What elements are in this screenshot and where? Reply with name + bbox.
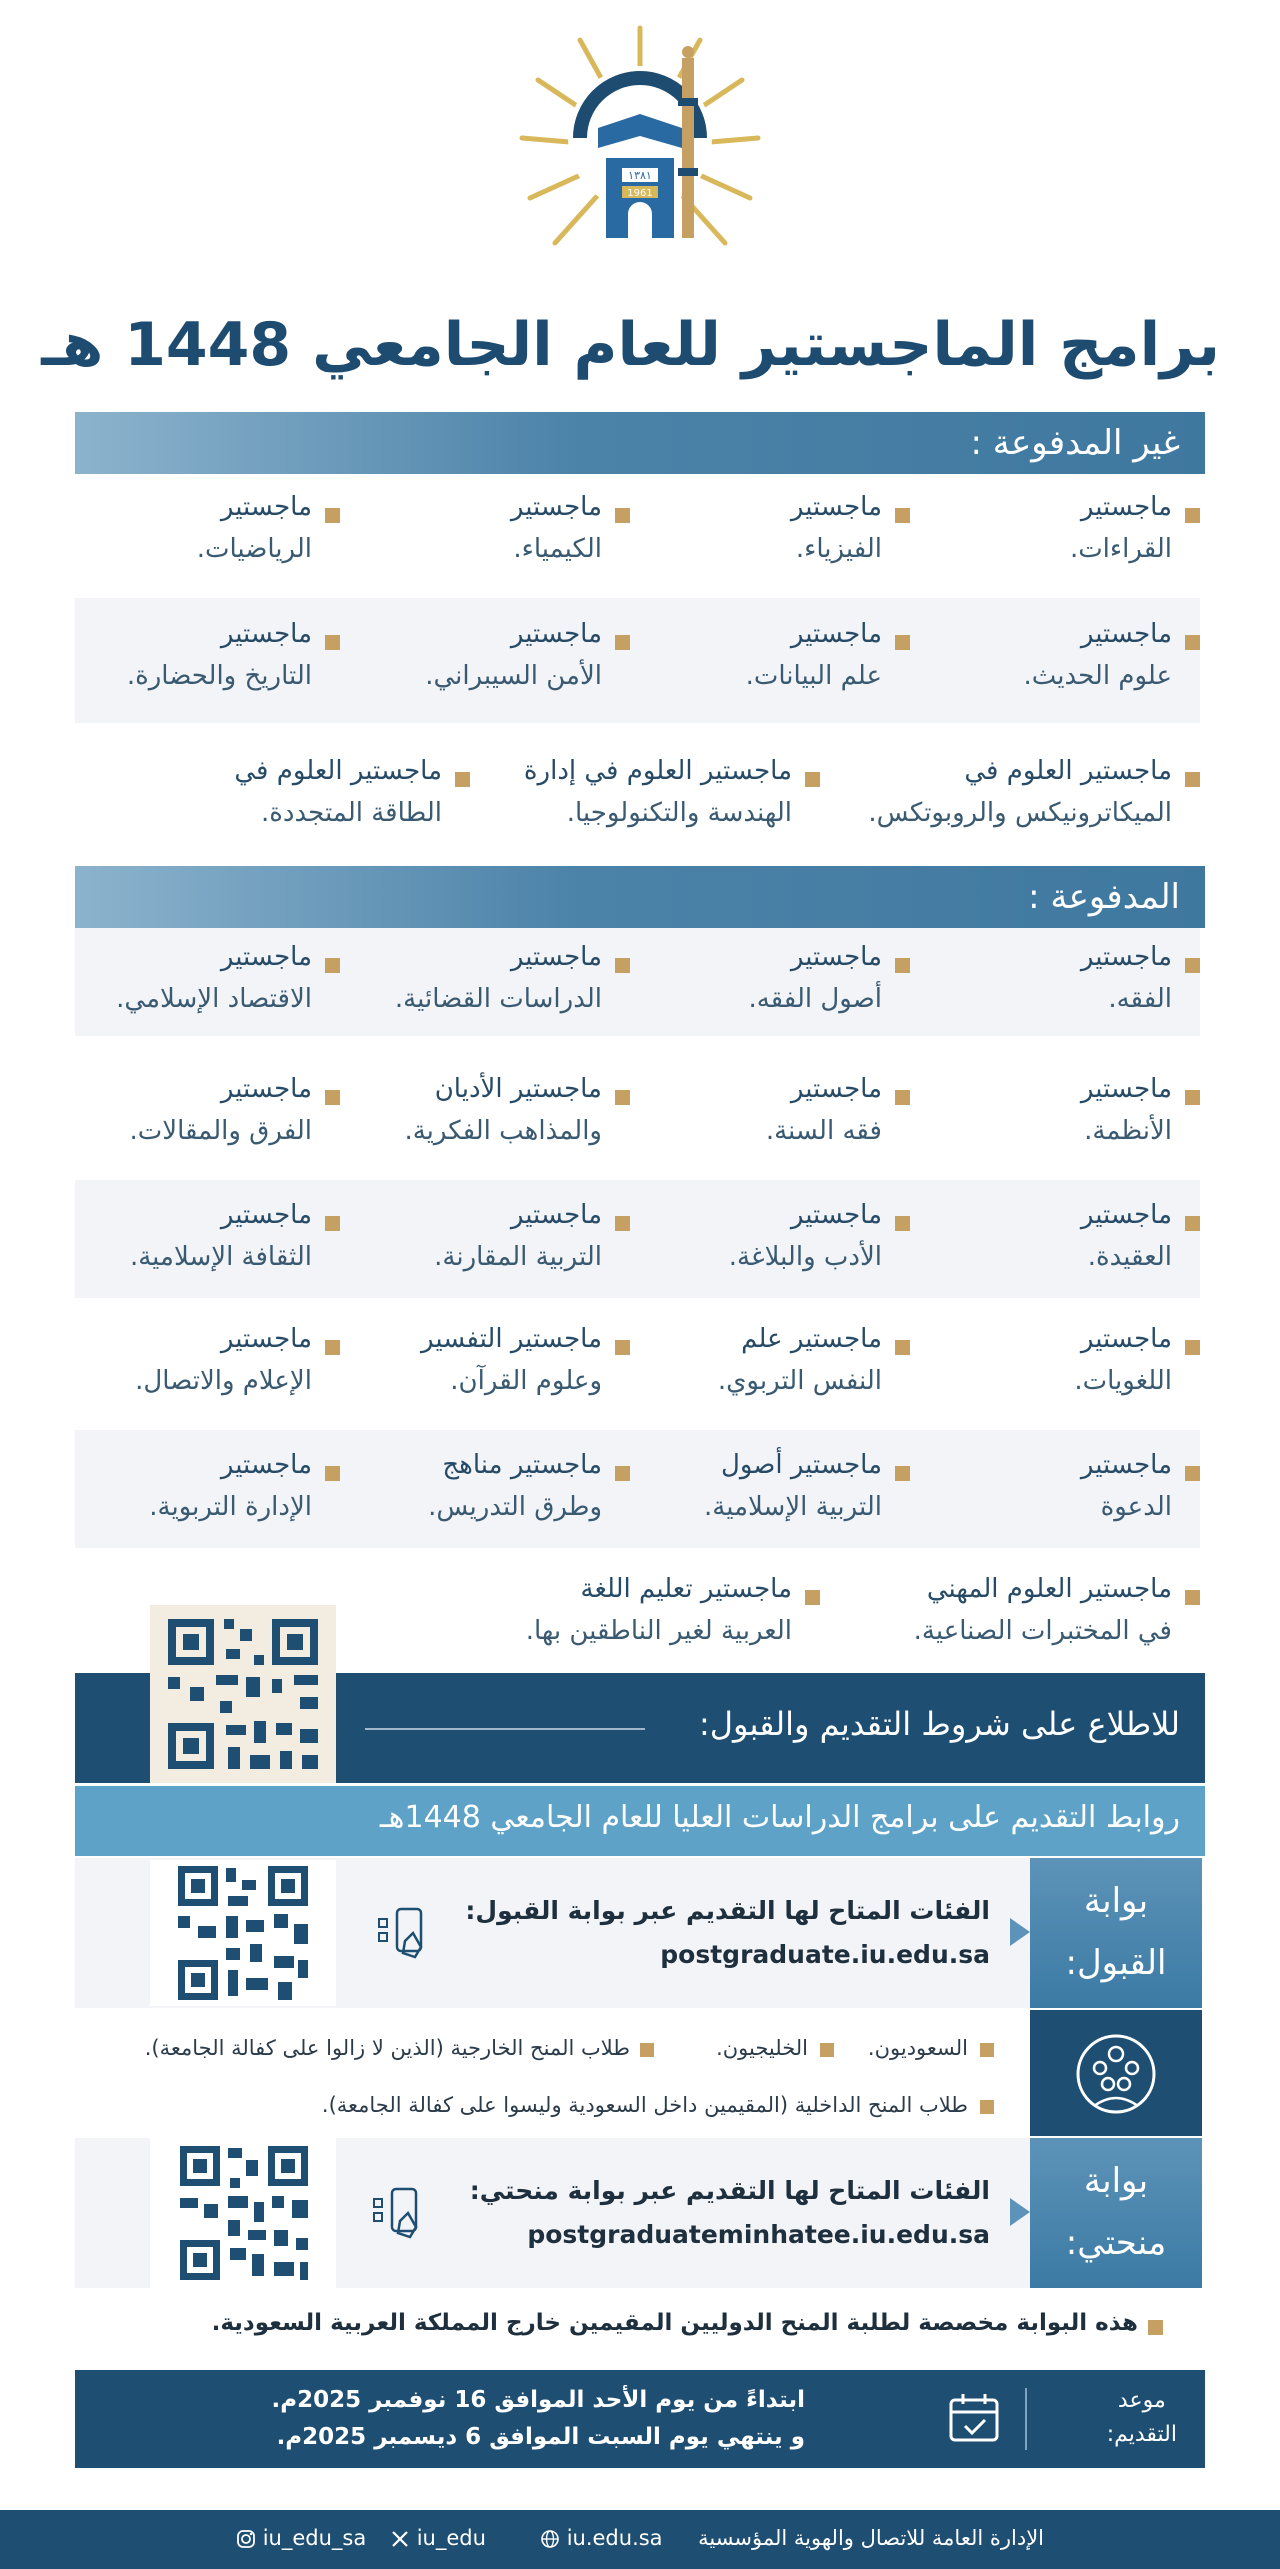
program-item: ماجستير الأدب والبلاغة. [630,1186,910,1296]
category-bullet [640,2043,654,2057]
paid-row-1 [75,928,1200,1038]
minhati-qr-code[interactable] [150,2138,336,2288]
minhati-arrow [1010,2198,1030,2226]
program-item: ماجستير العلوم في الطاقة المتجددة. [110,742,470,852]
program-item: ماجستير اللغويات. [920,1310,1200,1420]
program-item: ماجستير الأديان والمذاهب الفكرية. [350,1060,630,1170]
minhati-label-line-1: بوابة [1083,2161,1149,2201]
qabool-label-line-2: القبول: [1065,1943,1167,1983]
program-item: ماجستير مناهج وطرق التدريس. [350,1436,630,1546]
program-item: ماجستير علوم الحديث. [920,605,1200,715]
links-heading: روابط التقديم على برامج الدراسات العليا للعام الجامعي 1448هـ [379,1800,1180,1835]
deadline-dates [271,2382,805,2456]
program-item: ماجستير العلوم في إدارة الهندسة والتكنولوجيا. [460,742,820,852]
category-external: طلاب المنح الخارجية (الذين لا زالوا على كفالة الجامعة). [144,2036,630,2060]
footer-x-text: iu_edu [416,2526,486,2550]
program-item: ماجستير الدراسات القضائية. [350,928,630,1038]
category-bullet [980,2100,994,2114]
category-bullet [820,2043,834,2057]
program-item: ماجستير علم النفس التربوي. [630,1310,910,1420]
program-item: ماجستير التاريخ والحضارة. [60,605,340,715]
links-heading-bar [75,1786,1205,1856]
phone-qr-icon [370,2183,430,2243]
program-item: ماجستير فقه السنة. [630,1060,910,1170]
footer-instagram-text: iu_edu_sa [262,2526,367,2550]
conditions-qr-code[interactable] [150,1605,336,1783]
program-item: ماجستير علم البيانات. [630,605,910,715]
category-saudis: السعوديون. [867,2036,968,2060]
program-item: ماجستير الرياضيات. [60,478,340,588]
qabool-url[interactable]: postgraduate.iu.edu.sa [660,1940,990,1969]
free-programs-heading: غير المدفوعة : [75,412,1205,474]
deadline-start: ابتداءً من يوم الأحد الموافق 16 نوفمبر 2025م. [271,2387,805,2413]
deadline-end: و ينتهي يوم السبت الموافق 6 ديسمبر 2025م. [276,2424,805,2450]
qabool-label-line-1: بوابة [1083,1881,1149,1921]
logo-year-arabic: ١٣٨١ [628,169,652,182]
qabool-heading: الفئات المتاح لها التقديم عبر بوابة القبول: [465,1896,990,1925]
paid-row-3 [75,1186,1200,1296]
footer-department: الإدارة العامة للاتصال والهوية المؤسسية [698,2526,1044,2550]
footer [0,2510,1280,2569]
phone-qr-icon [375,1903,435,1963]
program-item: ماجستير التفسير وعلوم القرآن. [350,1310,630,1420]
program-item: ماجستير الكيمياء. [350,478,630,588]
program-item: ماجستير الأنظمة. [920,1060,1200,1170]
free-row-2 [75,605,1200,715]
program-item: ماجستير الأمن السيبراني. [350,605,630,715]
instagram-icon [236,2529,256,2549]
deadline-label-line-1: موعد [1117,2388,1166,2413]
program-item: ماجستير الدعوة [920,1436,1200,1546]
paid-programs-heading: المدفوعة : [75,866,1205,928]
x-icon [390,2529,410,2549]
program-item: ماجستير العلوم المهني في المختبرات الصناعية. [840,1560,1200,1670]
paid-row-4 [75,1310,1200,1420]
calendar-check-icon [943,2388,1005,2450]
deadline-bar [75,2370,1205,2468]
program-item: ماجستير أصول التربية الإسلامية. [630,1436,910,1546]
program-item: ماجستير القراءات. [920,478,1200,588]
category-bullet [980,2043,994,2057]
program-item: ماجستير التربية المقارنة. [350,1186,630,1296]
deadline-label [1107,2384,1177,2452]
categories-icon-box [1030,2010,1202,2136]
program-item: ماجستير تعليم اللغة العربية لغير الناطقين بها. [420,1560,820,1670]
footer-website[interactable] [540,2526,663,2550]
qabool-arrow [1010,1918,1030,1946]
program-item: ماجستير الإعلام والاتصال. [60,1310,340,1420]
program-item: ماجستير الإدارة التربوية. [60,1436,340,1546]
minhati-note: هذه البوابة مخصصة لطلبة المنح الدوليين المقيمين خارج المملكة العربية السعودية. [211,2310,1138,2336]
deadline-divider [1025,2388,1027,2450]
qabool-portal-label [1030,1858,1202,2008]
program-item: ماجستير الفيزياء. [630,478,910,588]
logo-year-latin: 1961 [627,188,653,199]
minhati-heading: الفئات المتاح لها التقديم عبر بوابة منحتي: [469,2176,990,2205]
conditions-text: للاطلاع على شروط التقديم والقبول: [698,1705,1180,1743]
free-row-3 [75,742,1200,852]
note-bullet [1148,2320,1163,2335]
program-item: ماجستير الفقه. [920,928,1200,1038]
paid-row-5 [75,1436,1200,1546]
minhati-label-line-2: منحتي: [1065,2223,1167,2263]
program-item: ماجستير الفرق والمقالات. [60,1060,340,1170]
footer-website-text: iu.edu.sa [566,2526,663,2550]
footer-x[interactable] [390,2526,486,2550]
program-item: ماجستير الثقافة الإسلامية. [60,1186,340,1296]
free-row-1 [75,478,1200,588]
deadline-label-line-2: التقديم: [1106,2422,1177,2447]
category-internal: طلاب المنح الداخلية (المقيمين داخل السعودية وليسوا على كفالة الجامعة). [321,2093,968,2117]
minhati-url[interactable]: postgraduateminhatee.iu.edu.sa [527,2220,990,2249]
minhati-portal-label [1030,2138,1202,2288]
program-item: ماجستير أصول الفقه. [630,928,910,1038]
university-logo-icon [510,18,770,278]
category-gulf: الخليجيون. [716,2036,808,2060]
page-title: برامج الماجستير للعام الجامعي 1448 هـ [41,310,1220,380]
program-item: ماجستير العلوم في الميكاترونيكس والروبوتكس. [840,742,1200,852]
program-item: ماجستير العقيدة. [920,1186,1200,1296]
paid-row-2 [75,1060,1200,1170]
footer-instagram[interactable] [236,2526,366,2550]
qabool-qr-code[interactable] [150,1860,336,2006]
divider-line [365,1728,645,1730]
globe-icon [540,2529,560,2549]
program-item: ماجستير الاقتصاد الإسلامي. [60,928,340,1038]
people-group-icon [1072,2030,1160,2118]
